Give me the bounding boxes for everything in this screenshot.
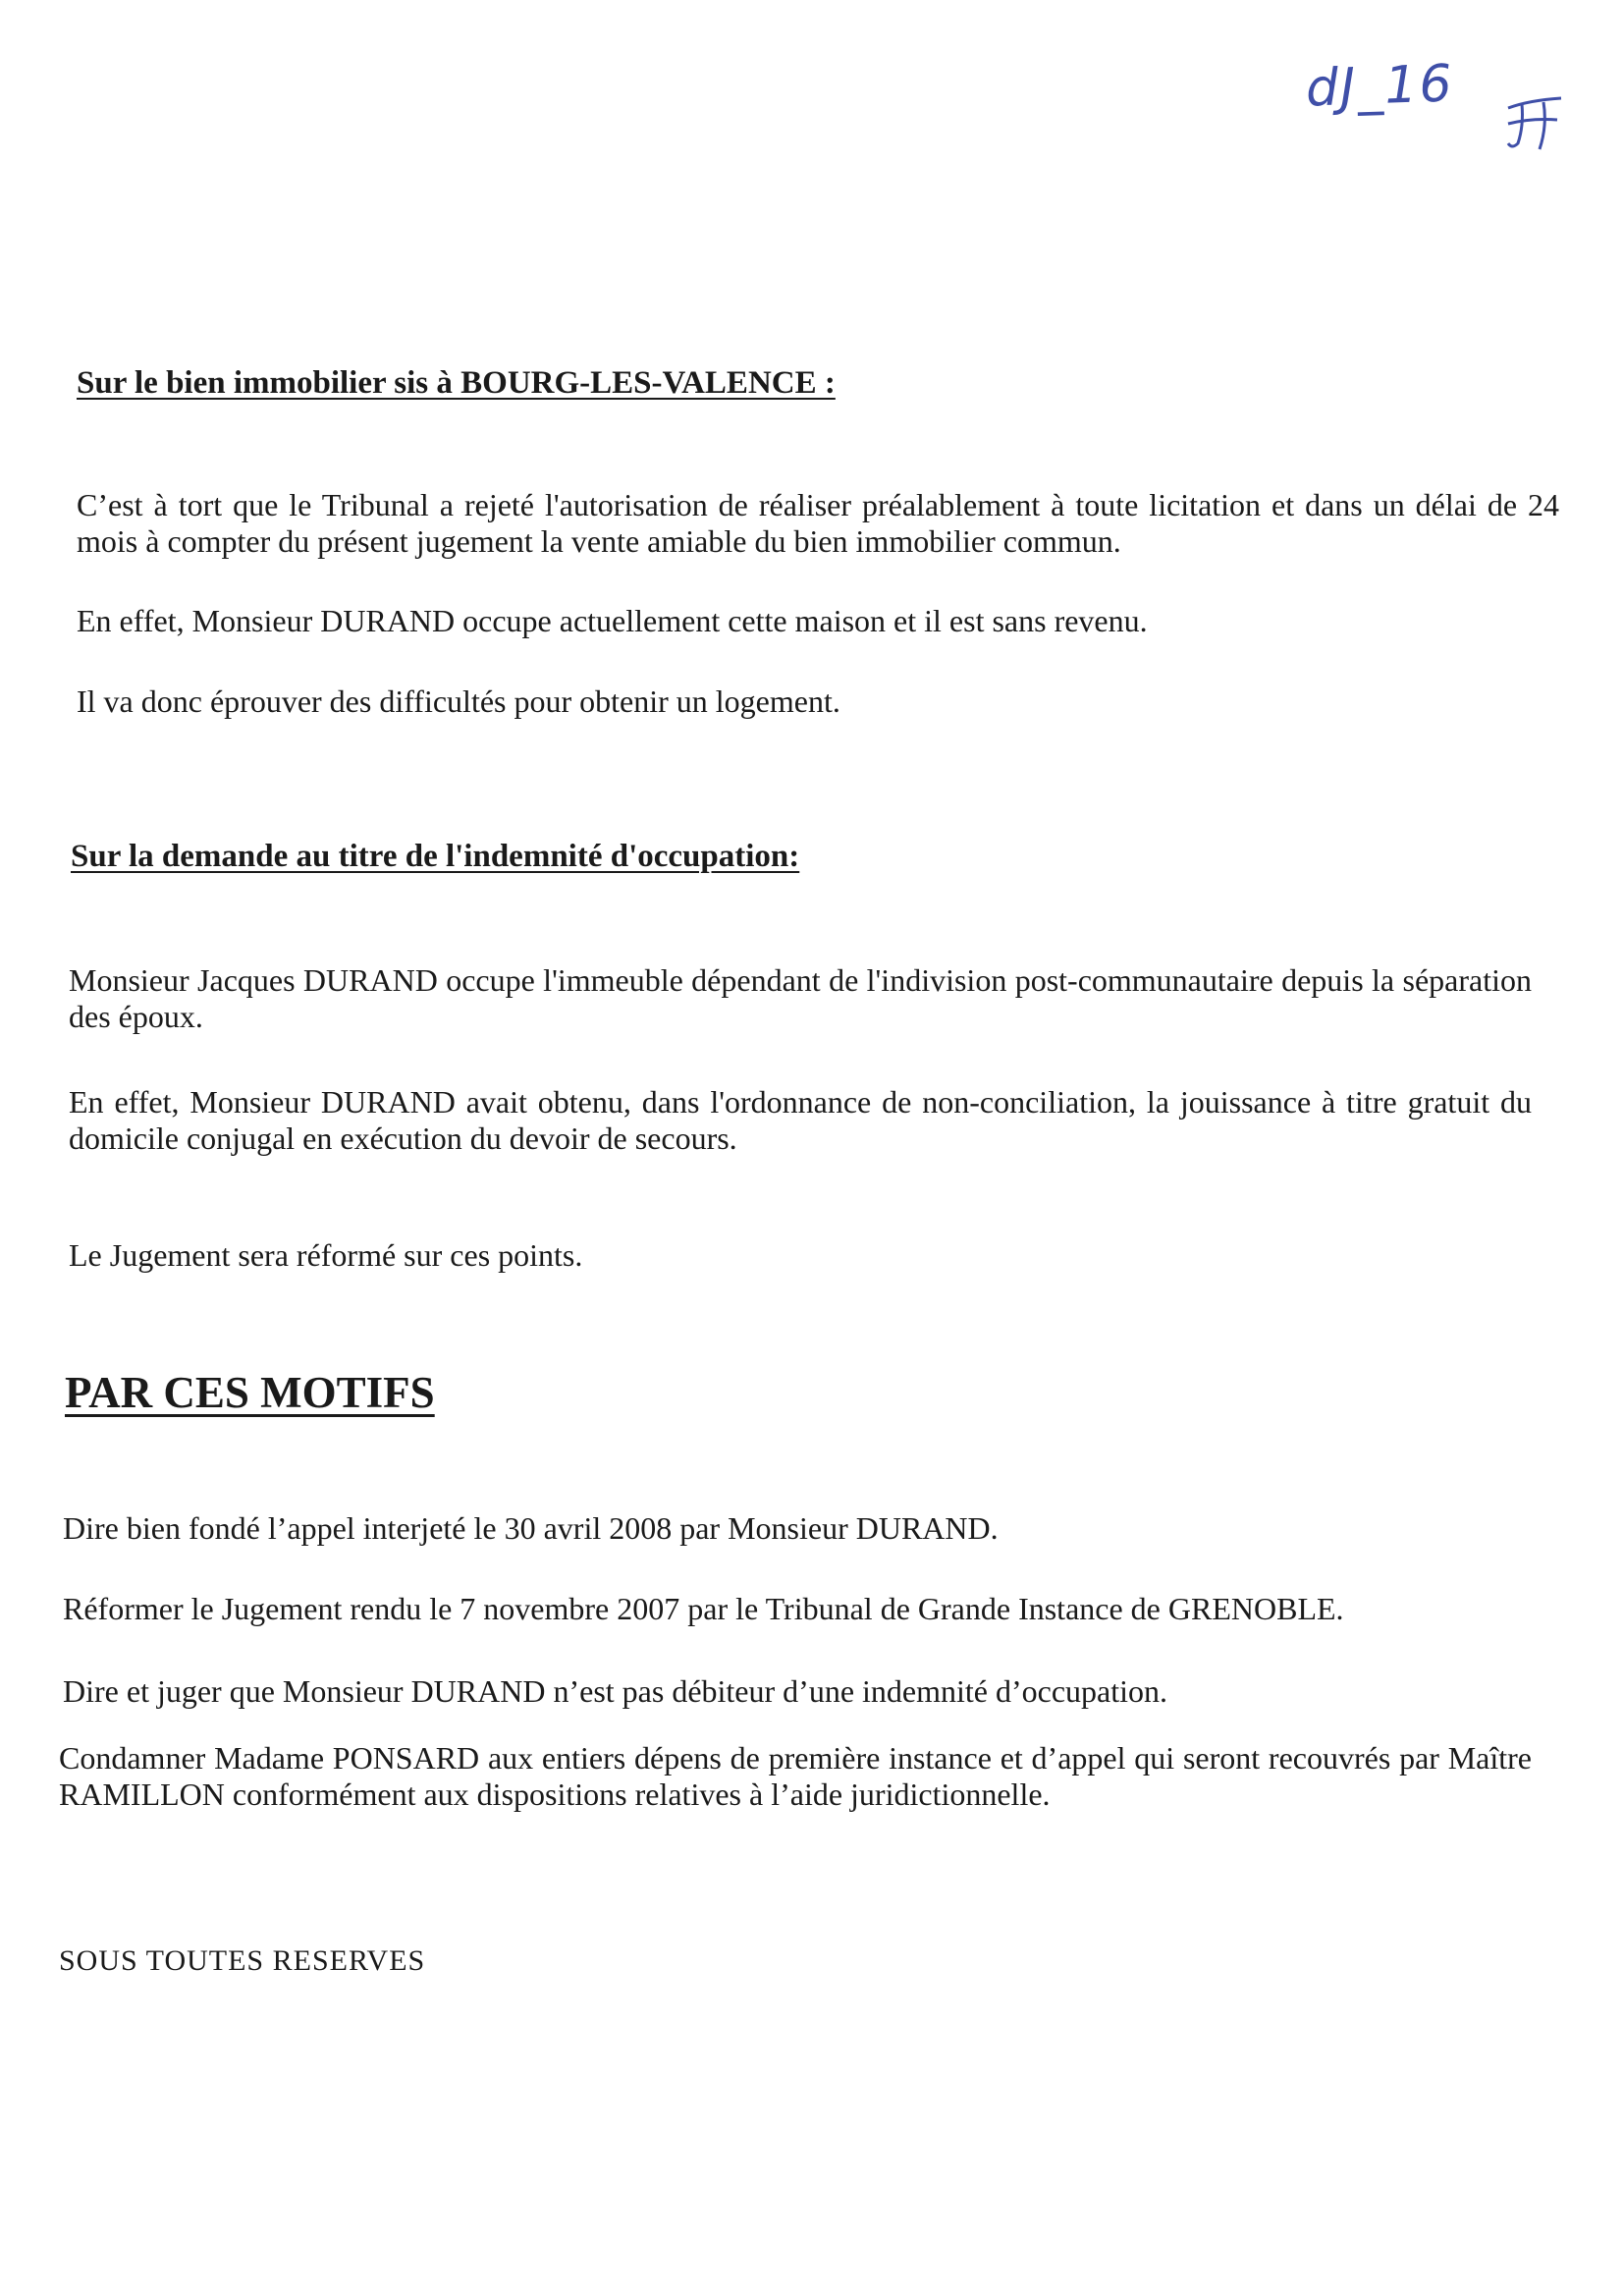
paragraph-difficultes: Il va donc éprouver des difficultés pour obtenir un logement.: [77, 683, 840, 719]
section-heading-indemnite: Sur la demande au titre de l'indemnité d'occupation:: [71, 839, 800, 874]
paragraph-jouissance: En effet, Monsieur DURAND avait obtenu, dans l'ordonnance de non-conciliation, la jouissance à titre gratuit du domicile conjugal en exécution du devoir de secours.: [69, 1084, 1532, 1156]
paragraph-tort: C’est à tort que le Tribunal a rejeté l'autorisation de réaliser préalablement à toute licitation et dans un délai de 24 mois à compter du présent jugement la vente amiable du bien immobilier commun.: [77, 487, 1559, 559]
paragraph-reforme: Le Jugement sera réformé sur ces points.: [69, 1237, 583, 1273]
motifs-heading: PAR CES MOTIFS: [65, 1368, 435, 1417]
paragraph-immeuble: Monsieur Jacques DURAND occupe l'immeuble dépendant de l'indivision post-communautaire depuis la séparation des époux.: [69, 962, 1532, 1034]
section-heading-bourg: Sur le bien immobilier sis à BOURG-LES-VALENCE :: [77, 365, 836, 401]
closing-reserves: SOUS TOUTES RESERVES: [59, 1944, 426, 1977]
handwritten-reference: dJ_16: [1304, 54, 1455, 119]
motif-item: Condamner Madame PONSARD aux entiers dépens de première instance et d’appel qui seront recouvrés par Maître RAMILLON conformément aux dispositions relatives à l’aide juridictionnelle.: [59, 1740, 1532, 1812]
handwritten-initials-icon: [1500, 86, 1569, 155]
motif-item: Dire bien fondé l’appel interjeté le 30 avril 2008 par Monsieur DURAND.: [63, 1510, 999, 1546]
paragraph-occupe-maison: En effet, Monsieur DURAND occupe actuellement cette maison et il est sans revenu.: [77, 603, 1148, 638]
motif-item: Dire et juger que Monsieur DURAND n’est pas débiteur d’une indemnité d’occupation.: [63, 1673, 1168, 1709]
motif-item: Réformer le Jugement rendu le 7 novembre 2007 par le Tribunal de Grande Instance de GRENOBLE.: [63, 1591, 1344, 1626]
